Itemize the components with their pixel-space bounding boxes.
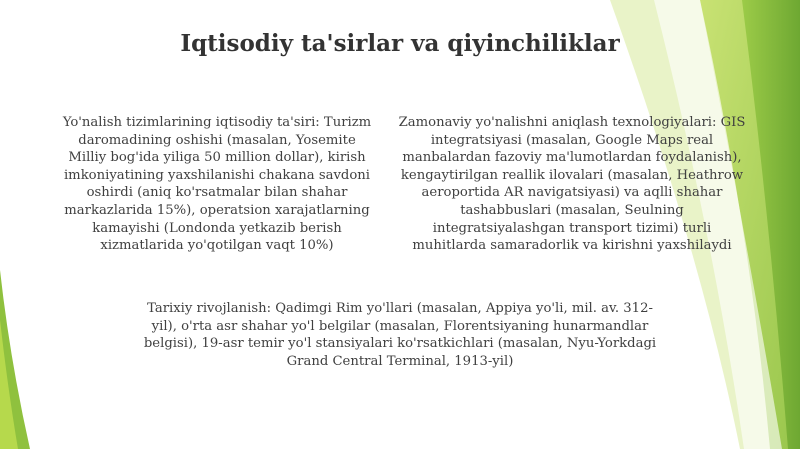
historical-development-text: Tarixiy rivojlanish: Qadimgi Rim yo'llari (masalan, Appiya yo'li, mil. av. 312-yil), o'rta asr shahar yo'l belgilar (masalan, Florentsiyaning hunarmandlar belgisi), 19-asr temir yo'l stansiyalari ko'rsatkichlari (masalan, Nyu-Yorkdagi Grand Central Terminal, 1913-yil)	[143, 301, 657, 369]
slide-title: Iqtisodiy ta'sirlar va qiyinchiliklar	[180, 30, 620, 57]
modern-technologies-text: Zamonaviy yo'nalishni aniqlash texnologiyalari: GIS integratsiyasi (masalan, Google Maps real manbalardan fazoviy ma'lumotlardan foydalanish), kengaytirilgan reallik ilovalari (masalan, Heathrow aeroportida AR navigatsiyasi) va aqlli shahar tashabbuslari (masalan, Seulning integratsiyalashgan transport tizimi) turli muhitlarda samaradorlik va kirishni yaxshilaydi	[398, 115, 746, 254]
economic-impact-text: Yo'nalish tizimlarining iqtisodiy ta'siri: Turizm daromadining oshishi (masalan, Yosemite Milliy bog'ida yiliga 50 million dollar), kirish imkoniyatining yaxshilanishi chakana savdoni oshirdi (aniq ko'rsatmalar bilan shahar markazlarida 15%), operatsion xarajatlarning kamayishi (Londonda yetkazib berish xizmatlarida yo'qotilgan vaqt 10%)	[62, 115, 372, 254]
